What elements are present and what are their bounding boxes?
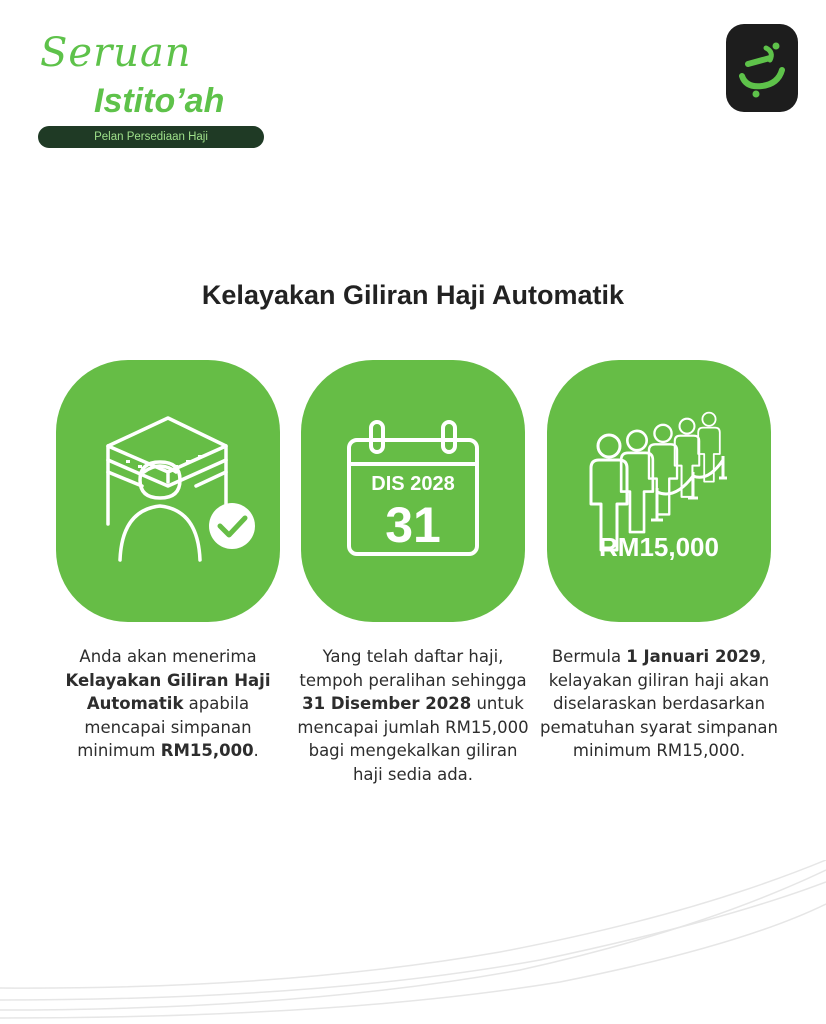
page-title: Kelayakan Giliran Haji Automatik (201, 280, 625, 310)
brand-logo (36, 30, 276, 152)
savings-amount: RM15,000 (599, 532, 719, 562)
arabic-calligraphy-icon (726, 24, 798, 112)
brand-script-title: Seruan (40, 30, 192, 76)
card-2-description: Yang telah daftar haji, tempoh peralihan sehingga 31 Disember 2028 untuk mencapai jumlah RM15,000 bagi mengekalkan giliran haji sedia ada. (297, 647, 529, 784)
card-3-description: Bermula 1 Januari 2029, kelayakan giliran haji akan diselaraskan berdasarkan pematuhan syarat simpanan minimum RM15,000. (540, 647, 778, 760)
calendar-icon (301, 360, 525, 622)
brand-tagline: Pelan Persediaan Haji (38, 126, 264, 148)
calendar-month: DIS 2028 (371, 473, 455, 495)
decorative-waves (0, 860, 826, 1024)
brand-title: Istito’ah (94, 82, 225, 120)
card-transition-deadline (301, 360, 525, 622)
queue-people-icon (547, 360, 771, 622)
card-1-description: Anda akan menerima Kelayakan Giliran Haji Automatik apabila mencapai simpanan minimum RM15,000. (65, 647, 271, 760)
tabung-haji-logo (726, 24, 798, 112)
calendar-day: 31 (385, 497, 441, 553)
card-minimum-savings (547, 360, 771, 622)
kaaba-person-check-icon (56, 360, 280, 622)
card-automatic-eligibility (56, 360, 280, 622)
